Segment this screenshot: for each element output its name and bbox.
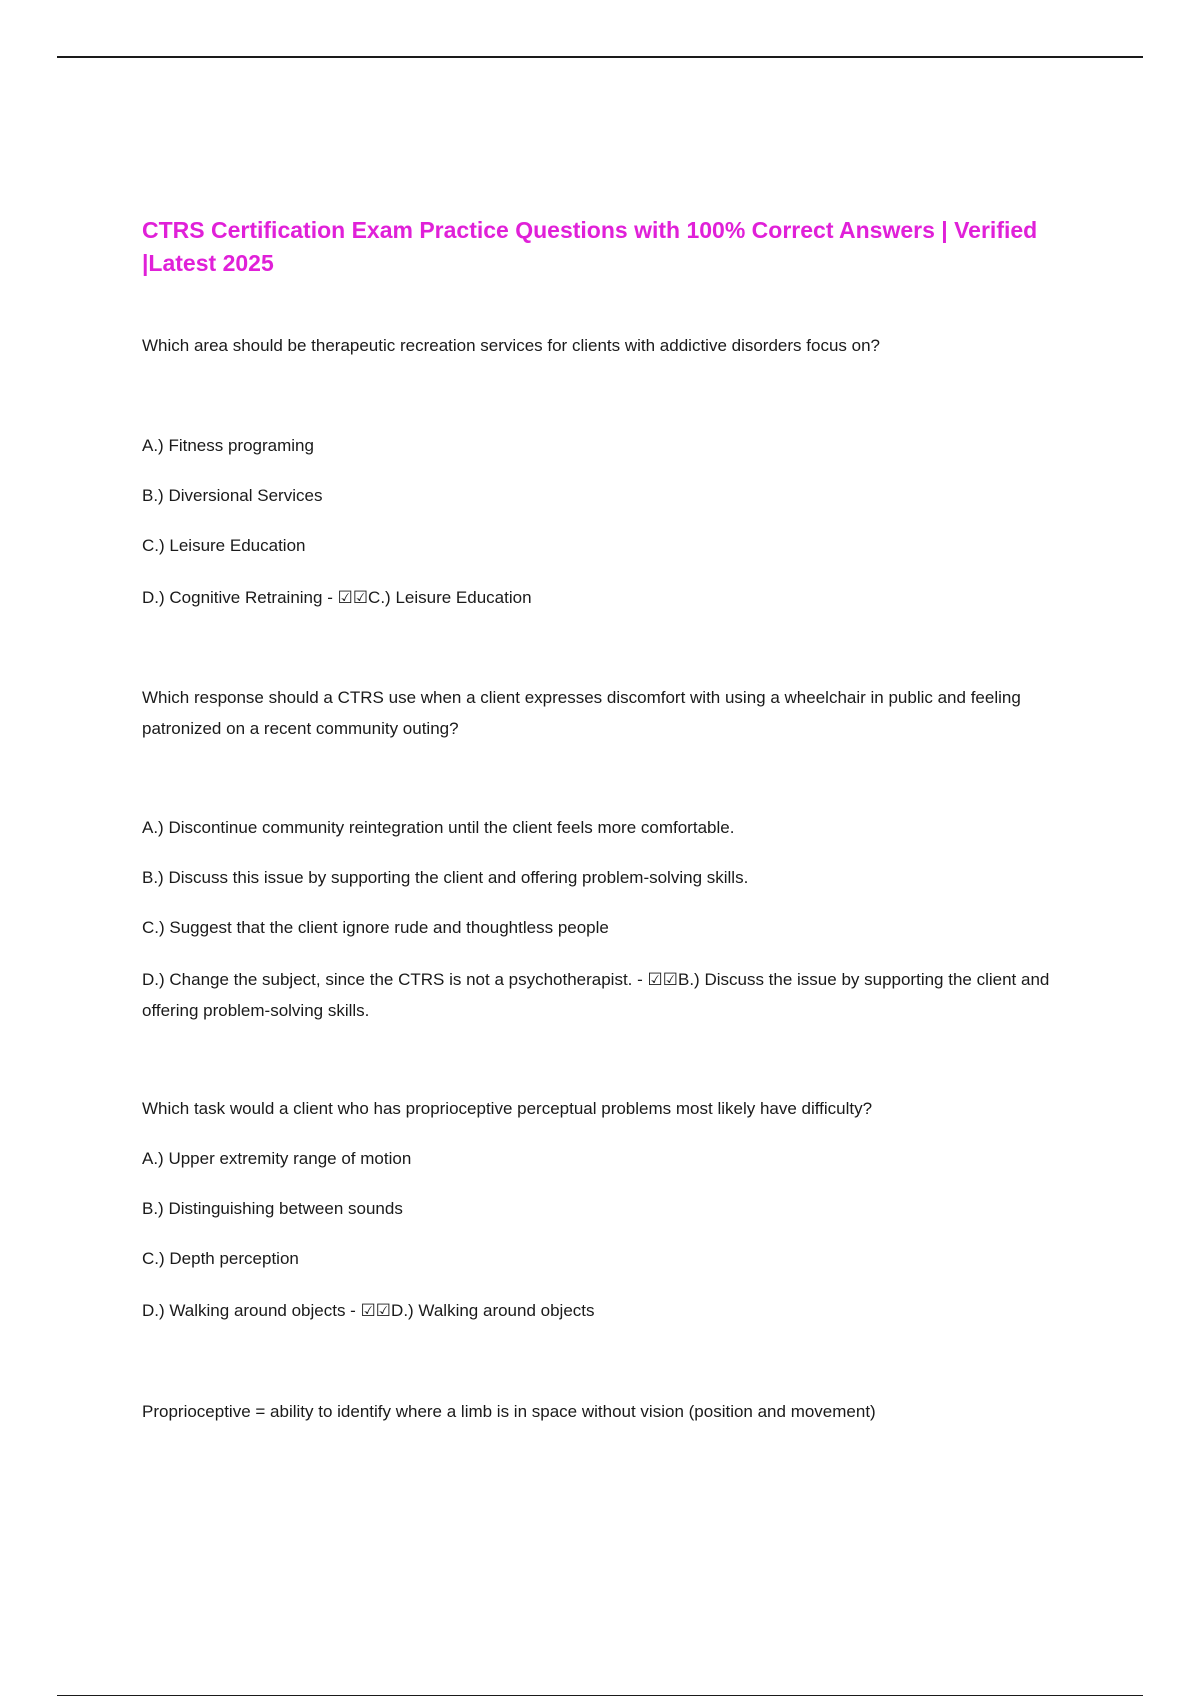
question-3-option-c: C.) Depth perception (142, 1249, 299, 1268)
question-2-option-a: A.) Discontinue community reintegration until the client feels more comfortable. (142, 818, 735, 837)
question-2-option-b: B.) Discuss this issue by supporting the client and offering problem-solving skills. (142, 868, 749, 887)
question-1-option-b: B.) Diversional Services (142, 486, 323, 505)
question-2: Which response should a CTRS use when a client expresses discomfort with using a wheelchair in public and feeling patronized on a recent community outing? (142, 688, 1021, 738)
question-1-option-a: A.) Fitness programing (142, 436, 314, 455)
document-title: CTRS Certification Exam Practice Questions with 100% Correct Answers | Verified |Latest 2025 (142, 217, 1038, 276)
proprioceptive-note: Proprioceptive = ability to identify where a limb is in space without vision (position and movement) (142, 1402, 876, 1421)
question-3-option-d-answer: D.) Walking around objects - ☑☑D.) Walking around objects (142, 1301, 595, 1320)
question-3-option-b: B.) Distinguishing between sounds (142, 1199, 403, 1218)
question-1: Which area should be therapeutic recreation services for clients with addictive disorders focus on? (142, 336, 880, 355)
question-1-option-c: C.) Leisure Education (142, 536, 306, 555)
header-rule (57, 56, 1143, 58)
question-2-option-d-answer: D.) Change the subject, since the CTRS is not a psychotherapist. - ☑☑B.) Discuss the issue by supporting the client and offering problem-solving skills. (142, 970, 1050, 1020)
question-1-option-d-answer: D.) Cognitive Retraining - ☑☑C.) Leisure Education (142, 588, 532, 607)
footer-rule (57, 1695, 1143, 1696)
question-2-option-c: C.) Suggest that the client ignore rude and thoughtless people (142, 918, 609, 937)
question-3-option-a: A.) Upper extremity range of motion (142, 1149, 412, 1168)
question-3: Which task would a client who has proprioceptive perceptual problems most likely have difficulty? (142, 1099, 873, 1118)
